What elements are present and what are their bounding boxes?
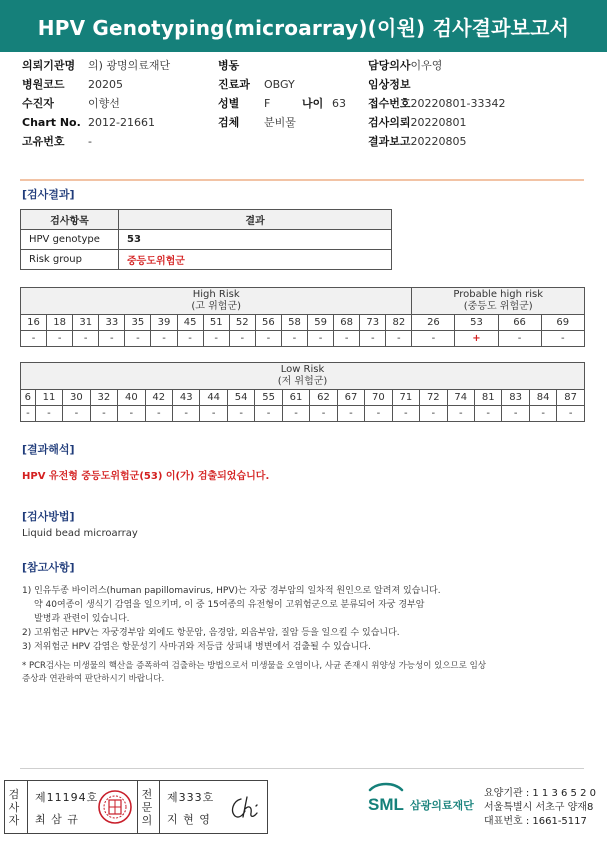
genotype-result-cell: - <box>541 331 584 347</box>
info-row-clinical-info: 임상정보 <box>368 78 411 91</box>
genotype-cell: 35 <box>125 315 151 331</box>
info-column-1 <box>22 56 170 151</box>
genotype-cell: 11 <box>35 390 62 406</box>
genotype-cell: 67 <box>337 390 364 406</box>
high-risk-subtitle: (고 위험군) <box>191 301 242 312</box>
genotype-cell: 61 <box>282 390 309 406</box>
inspector-license: 제11194호 <box>35 791 99 804</box>
signature-separator <box>27 781 28 833</box>
low-risk-table <box>20 362 585 422</box>
genotype-result-cell: - <box>151 331 177 347</box>
note-item-2: 2) 고위험군 HPV는 자궁경부암 외에도 항문암, 음경암, 외음부암, 질암 등을 일으킬 수 있습니다. <box>22 628 400 638</box>
genotype-cell: 18 <box>47 315 73 331</box>
genotype-result-cell: - <box>125 331 151 347</box>
genotype-cell: 44 <box>200 390 227 406</box>
genotype-cell: 62 <box>310 390 337 406</box>
info-row-specimen: 검체 분비물 <box>218 116 296 129</box>
high-risk-result-row <box>21 331 585 347</box>
genotype-result-cell: - <box>281 331 307 347</box>
result-value-risk-group: 중등도위험군 <box>119 250 392 270</box>
genotype-result-cell: - <box>173 406 200 422</box>
footer <box>0 778 607 843</box>
genotype-cell: 40 <box>118 390 145 406</box>
result-header-value: 결과 <box>119 210 392 230</box>
genotype-result-cell: - <box>334 331 360 347</box>
genotype-result-cell: - <box>203 331 229 347</box>
info-row-requesting-institution: 의뢰기관명 의) 광명의료재단 <box>22 59 171 72</box>
method-text: Liquid bead microarray <box>22 528 138 539</box>
genotype-cell: 87 <box>557 390 585 406</box>
genotype-cell: 45 <box>177 315 203 331</box>
info-row-patient: 수진자 이향선 <box>22 97 120 110</box>
genotype-result-cell: - <box>412 331 455 347</box>
genotype-cell: 33 <box>99 315 125 331</box>
genotype-cell: 43 <box>173 390 200 406</box>
info-column-2 <box>218 56 346 132</box>
genotype-result-cell: - <box>365 406 392 422</box>
genotype-result-cell: - <box>529 406 556 422</box>
genotype-cell: 42 <box>145 390 172 406</box>
genotype-result-cell: - <box>35 406 62 422</box>
genotype-cell: 81 <box>474 390 501 406</box>
genotype-cell: 39 <box>151 315 177 331</box>
interpretation-section-title: [결과해석] <box>22 443 75 456</box>
table-row <box>21 230 392 250</box>
genotype-cell: 83 <box>502 390 529 406</box>
genotype-result-cell: - <box>73 331 99 347</box>
specialist-license: 제333호 <box>167 791 215 804</box>
handwritten-signature-icon <box>227 793 263 823</box>
note-item-1-cont: 약 40여종이 생식기 감염을 일으키며, 이 중 15여종의 유전형이 고위험군으로 분류되어 자궁 경부암 <box>34 600 425 610</box>
genotype-result-cell: - <box>386 331 412 347</box>
info-divider <box>20 179 584 181</box>
low-risk-title: Low Risk <box>280 364 325 375</box>
note-footnote-line-1: * PCR검사는 미생물의 핵산을 증폭하여 검출하는 방법으로서 미생물을 오염이나, 사균 존재시 위양성 가능성이 있으므로 임상 <box>22 661 487 671</box>
genotype-cell: 58 <box>281 315 307 331</box>
genotype-cell: 59 <box>308 315 334 331</box>
low-risk-header <box>21 363 585 390</box>
genotype-cell: 51 <box>203 315 229 331</box>
note-item-1: 1) 인유두종 바이러스(human papillomavirus, HPV)는 자궁 경부암의 일차적 원인으로 알려져 있습니다. <box>22 586 441 596</box>
sml-logo-icon <box>364 782 408 816</box>
organization-name: 삼광의료재단 <box>410 799 474 812</box>
note-item-1-cont2: 발병과 관련이 있습니다. <box>34 614 130 624</box>
genotype-result-cell: - <box>90 406 117 422</box>
result-table <box>20 209 392 270</box>
genotype-cell: 74 <box>447 390 474 406</box>
genotype-cell: 70 <box>365 390 392 406</box>
signature-separator <box>137 781 138 833</box>
genotype-result-cell: - <box>63 406 90 422</box>
specialist-name: 지 현 영 <box>167 813 211 826</box>
genotype-cell: 68 <box>334 315 360 331</box>
genotype-cell: 56 <box>255 315 281 331</box>
high-risk-type-row <box>21 315 585 331</box>
table-row <box>21 250 392 270</box>
signature-separator <box>159 781 160 833</box>
genotype-result-cell: - <box>177 331 203 347</box>
probable-high-risk-subtitle: (중등도 위험군) <box>463 301 533 312</box>
genotype-result-cell: - <box>227 406 254 422</box>
genotype-result-cell: - <box>310 406 337 422</box>
genotype-result-cell: - <box>282 406 309 422</box>
info-row-request-date: 검사의뢰20220801 <box>368 116 467 129</box>
genotype-result-cell: + <box>455 331 498 347</box>
genotype-cell: 52 <box>229 315 255 331</box>
inspector-label: 검 사 자 <box>8 788 20 827</box>
result-item-risk-group: Risk group <box>21 250 119 270</box>
info-row-physician: 담당의사이우영 <box>368 59 443 72</box>
probable-high-risk-header <box>412 288 585 315</box>
low-risk-type-row <box>21 390 585 406</box>
notes-section-title: [참고사항] <box>22 561 75 574</box>
genotype-cell: 72 <box>420 390 447 406</box>
organization-phone: 대표번호 : 1661-5117 <box>484 816 587 827</box>
genotype-result-cell: - <box>99 331 125 347</box>
note-footnote <box>22 660 582 686</box>
method-section-title: [검사방법] <box>22 510 75 523</box>
genotype-result-cell: - <box>392 406 419 422</box>
report-title <box>0 0 607 52</box>
genotype-cell: 73 <box>360 315 386 331</box>
low-risk-subtitle: (저 위험군) <box>277 376 328 387</box>
genotype-result-cell: - <box>498 331 541 347</box>
genotype-cell: 31 <box>73 315 99 331</box>
info-row-department: 진료과 OBGY <box>218 78 295 91</box>
footer-divider <box>20 768 584 769</box>
info-column-3 <box>368 56 505 151</box>
result-value-genotype: 53 <box>119 230 392 250</box>
signature-box <box>4 780 268 834</box>
inspector-name: 최 삼 규 <box>35 813 79 826</box>
genotype-result-cell: - <box>255 331 281 347</box>
info-row-report-date: 결과보고20220805 <box>368 135 467 148</box>
genotype-result-cell: - <box>255 406 282 422</box>
genotype-cell: 71 <box>392 390 419 406</box>
genotype-result-cell: - <box>308 331 334 347</box>
organization-care-code: 요양기관 : 1 1 3 6 5 2 0 <box>484 788 596 799</box>
genotype-result-cell: - <box>447 406 474 422</box>
genotype-result-cell: - <box>502 406 529 422</box>
genotype-cell: 6 <box>21 390 36 406</box>
genotype-result-cell: - <box>420 406 447 422</box>
genotype-cell: 53 <box>455 315 498 331</box>
info-row-hospital-code: 병원코드 20205 <box>22 78 123 91</box>
genotype-result-cell: - <box>360 331 386 347</box>
seal-stamp-icon <box>97 789 133 825</box>
genotype-cell: 69 <box>541 315 584 331</box>
genotype-cell: 32 <box>90 390 117 406</box>
high-risk-header <box>21 288 412 315</box>
result-item-genotype: HPV genotype <box>21 230 119 250</box>
result-table-header <box>21 210 392 230</box>
genotype-cell: 66 <box>498 315 541 331</box>
genotype-result-cell: - <box>145 406 172 422</box>
result-header-item: 검사항목 <box>21 210 119 230</box>
genotype-result-cell: - <box>118 406 145 422</box>
genotype-cell: 26 <box>412 315 455 331</box>
genotype-result-cell: - <box>200 406 227 422</box>
interpretation-text: HPV 유전형 중등도위험군(53) 이(가) 검출되었습니다. <box>22 471 270 482</box>
genotype-cell: 82 <box>386 315 412 331</box>
high-risk-title: High Risk <box>192 289 240 300</box>
notes-block <box>22 584 582 686</box>
genotype-cell: 84 <box>529 390 556 406</box>
high-risk-table <box>20 287 585 347</box>
result-section-title: [검사결과] <box>22 188 75 201</box>
genotype-cell: 54 <box>227 390 254 406</box>
info-row-unique-id: 고유번호 - <box>22 135 92 148</box>
logo-text: SML <box>368 795 404 814</box>
report-title-text: HPV Genotyping(microarray)(이원) 검사결과보고서 <box>37 15 570 40</box>
info-row-sex-age: 성별 F 나이 63 <box>218 97 346 110</box>
genotype-cell: 30 <box>63 390 90 406</box>
specialist-label: 전 문 의 <box>141 788 153 827</box>
genotype-result-cell: - <box>47 331 73 347</box>
genotype-result-cell: - <box>337 406 364 422</box>
note-item-3: 3) 저위험군 HPV 감염은 항문성기 사마귀와 저등급 상피내 병변에서 검출될 수 있습니다. <box>22 642 371 652</box>
info-row-receipt-no: 접수번호20220801-33342 <box>368 97 506 110</box>
organization-address: 서울특별시 서초구 양재8 <box>484 802 594 813</box>
genotype-result-cell: - <box>21 331 47 347</box>
note-footnote-line-2: 증상과 연관하여 판단하시기 바랍니다. <box>22 674 165 684</box>
genotype-result-cell: - <box>229 331 255 347</box>
low-risk-result-row <box>21 406 585 422</box>
probable-high-risk-title: Probable high risk <box>453 289 544 300</box>
genotype-result-cell: - <box>557 406 585 422</box>
genotype-cell: 16 <box>21 315 47 331</box>
genotype-cell: 55 <box>255 390 282 406</box>
genotype-result-cell: - <box>21 406 36 422</box>
info-row-chart-no: Chart No. 2012-21661 <box>22 116 155 129</box>
info-row-ward: 병동 <box>218 59 240 72</box>
genotype-result-cell: - <box>474 406 501 422</box>
